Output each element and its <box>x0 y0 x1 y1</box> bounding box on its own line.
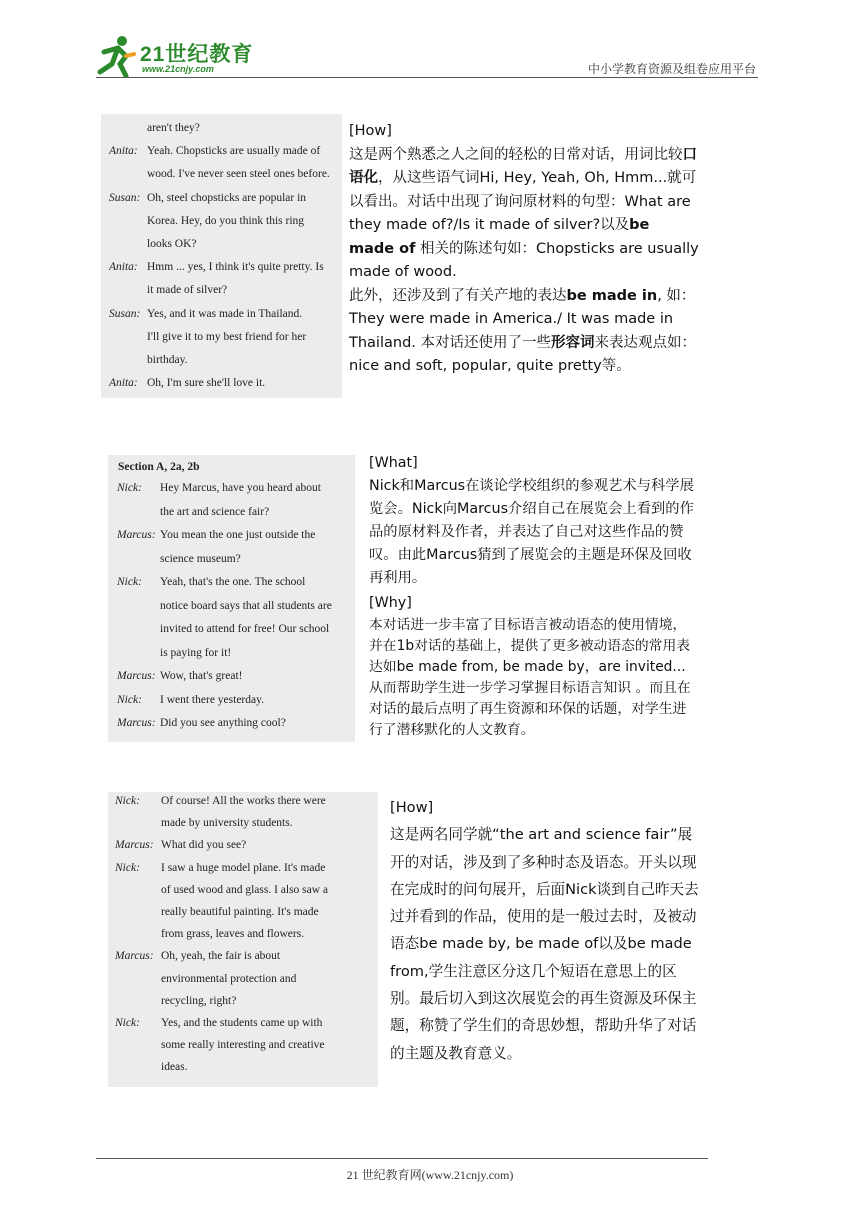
dialogue-text: notice board says that all students are <box>160 599 332 612</box>
dialogue-text: ideas. <box>161 1061 188 1074</box>
speaker-name: Anita: <box>109 377 138 390</box>
note-heading: [Why] <box>369 595 412 611</box>
note-heading: [How] <box>349 123 392 139</box>
dialogue-text: What did you see? <box>161 839 247 852</box>
speaker-name: Marcus: <box>115 950 154 963</box>
dialogue-text: Yes, and it was made in Thailand. <box>147 307 303 320</box>
dialogue-text: Oh, steel chopsticks are popular in <box>147 191 307 204</box>
dialogue-text: it made of silver? <box>147 284 228 297</box>
speaker-name: Marcus: <box>117 529 156 541</box>
note-paragraph <box>349 285 699 379</box>
dialogue-text: Korea. Hey, do you think this ring <box>147 214 305 227</box>
note-paragraph: 本对话进一步丰富了目标语言被动语态的使用情境，并在1b对话的基础上，提供了更多被动语态的常用表达如be made from, be made by，are invited...从而帮助学生进一步学习掌握目标语言知识 。而且在对话的最后点明了再生资源和环保的话题，对学生进行了潜移默化的人文教育。 <box>369 617 691 738</box>
dialogue-text: Did you see anything cool? <box>160 717 286 729</box>
note-emphasis: be made in <box>566 287 658 304</box>
speaker-name: Nick: <box>115 1017 140 1029</box>
speaker-name: Marcus: <box>117 717 156 729</box>
dialogue-text: invited to attend for free! Our school <box>160 623 330 635</box>
logo-text: 21世纪教育 <box>140 43 254 66</box>
dialogue-text: You mean the one just outside the <box>160 529 316 541</box>
analysis-note-2 <box>369 452 694 741</box>
textbook-photo-2 <box>108 455 355 742</box>
note-paragraph: Nick和Marcus在谈论学校组织的参观艺术与科学展览会。Nick向Marcus介绍自己在展览会上看到的作品的原材料及作者，并表达了自己对这些作品的赞叹。由此Marcus猜到了展览会的主题是环保及回收再利用。 <box>369 478 694 586</box>
dialogue-text: environmental protection and <box>161 972 297 985</box>
analysis-note-3 <box>390 794 700 1067</box>
dialogue-text: I'll give it to my best friend for her <box>147 330 307 343</box>
speaker-name: Marcus: <box>115 839 154 852</box>
speaker-name: Susan: <box>109 191 141 204</box>
analysis-note-1 <box>349 120 699 379</box>
note-text: 相关的陈述句如：Chopsticks are usually made of wood. <box>349 240 699 280</box>
platform-name: 中小学教育资源及组卷应用平台 <box>587 62 756 76</box>
note-text: 这是两个熟悉之人之间的轻松的日常对话，用词比较 <box>349 146 683 163</box>
note-text: 来表达观点如：nice and soft, popular, quite pretty等。 <box>349 334 696 374</box>
section-heading: Section A, 2a, 2b <box>118 461 200 473</box>
dialogue-text: I saw a huge model plane. It's made <box>161 861 326 874</box>
note-emphasis: 形容词 <box>551 334 595 351</box>
dialogue-text: made by university students. <box>161 817 293 830</box>
dialogue-text: Yes, and the students came up with <box>161 1017 323 1029</box>
dialogue-text: Yeah, that's the one. The school <box>160 576 306 588</box>
speaker-name: Nick: <box>115 861 140 874</box>
dialogue-text: Yeah. Chopsticks are usually made of <box>147 145 321 158</box>
dialogue-text: recycling, right? <box>161 994 237 1007</box>
running-figure-icon <box>96 34 136 78</box>
speaker-name: Nick: <box>117 693 142 706</box>
textbook-photo-1 <box>101 114 342 398</box>
speaker-name: Marcus: <box>117 670 156 682</box>
note-text: , 如：They were made in America./ It was made in Thailand. 本对话还使用了一些 <box>349 287 696 351</box>
dialogue-text: Of course! All the works there were <box>161 795 326 807</box>
dialogue-text: I went there yesterday. <box>160 693 264 706</box>
dialogue-text: Oh, I'm sure she'll love it. <box>147 377 266 390</box>
logo-url: www.21cnjy.com <box>142 64 214 74</box>
note-paragraph <box>349 144 699 285</box>
dialogue-text: looks OK? <box>147 238 197 250</box>
dialogue-text: aren't they? <box>147 122 200 134</box>
dialogue-text: of used wood and glass. I also saw a <box>161 883 329 896</box>
note-text: ，从这些语气词Hi, Hey, Yeah, Oh, Hmm...就可以看出。对话中出现了询问原材料的句型：What are they made of?/Is it made of silver?以及 <box>349 170 697 233</box>
dialogue-text: Hmm ... yes, I think it's quite pretty. Is <box>147 261 324 274</box>
dialogue-text: some really interesting and creative <box>161 1039 325 1052</box>
speaker-name: Anita: <box>109 145 138 158</box>
speaker-name: Susan: <box>109 307 141 320</box>
speaker-name: Anita: <box>109 261 138 274</box>
note-heading: [What] <box>369 455 418 471</box>
note-emphasis: be made of <box>349 217 650 257</box>
dialogue-text: the art and science fair? <box>160 505 270 518</box>
dialogue-text: birthday. <box>147 354 188 366</box>
footer-divider <box>96 1158 708 1159</box>
note-paragraph: 这是两名同学就“the art and science fair”展开的对话，涉及到了多种时态及语态。开头以现在完成时的问句展开，后面Nick谈到自己昨天去过并看到的作品，使用的是一般过去时，及被动语态be made by, be made of以及be made from,学生注意区分这几个短语在意思上的区别。最后切入到这次展览会的再生资源及环保主题，称赞了学生们的奇思妙想，帮助升华了对话的主题及教育意义。 <box>390 826 699 1062</box>
dialogue-text: wood. I've never seen steel ones before. <box>147 168 330 181</box>
dialogue-text: Oh, yeah, the fair is about <box>161 950 281 963</box>
textbook-photo-3 <box>108 792 378 1087</box>
dialogue-text: from grass, leaves and flowers. <box>161 928 305 941</box>
footer-text: 21 世纪教育网(www.21cnjy.com) <box>346 1168 514 1182</box>
dialogue-text: really beautiful painting. It's made <box>161 906 319 918</box>
dialogue-text: is paying for it! <box>160 646 232 659</box>
site-logo[interactable] <box>96 34 266 78</box>
note-text: 此外，还涉及到了有关产地的表达 <box>349 287 567 304</box>
speaker-name: Nick: <box>117 482 142 494</box>
speaker-name: Nick: <box>115 795 140 807</box>
dialogue-text: Hey Marcus, have you heard about <box>160 482 321 494</box>
note-heading: [How] <box>390 799 434 816</box>
dialogue-text: Wow, that's great! <box>160 670 243 682</box>
note-emphasis: 口语化 <box>349 146 697 186</box>
header-divider <box>96 77 758 78</box>
dialogue-text: science museum? <box>160 552 241 565</box>
speaker-name: Nick: <box>117 576 142 588</box>
